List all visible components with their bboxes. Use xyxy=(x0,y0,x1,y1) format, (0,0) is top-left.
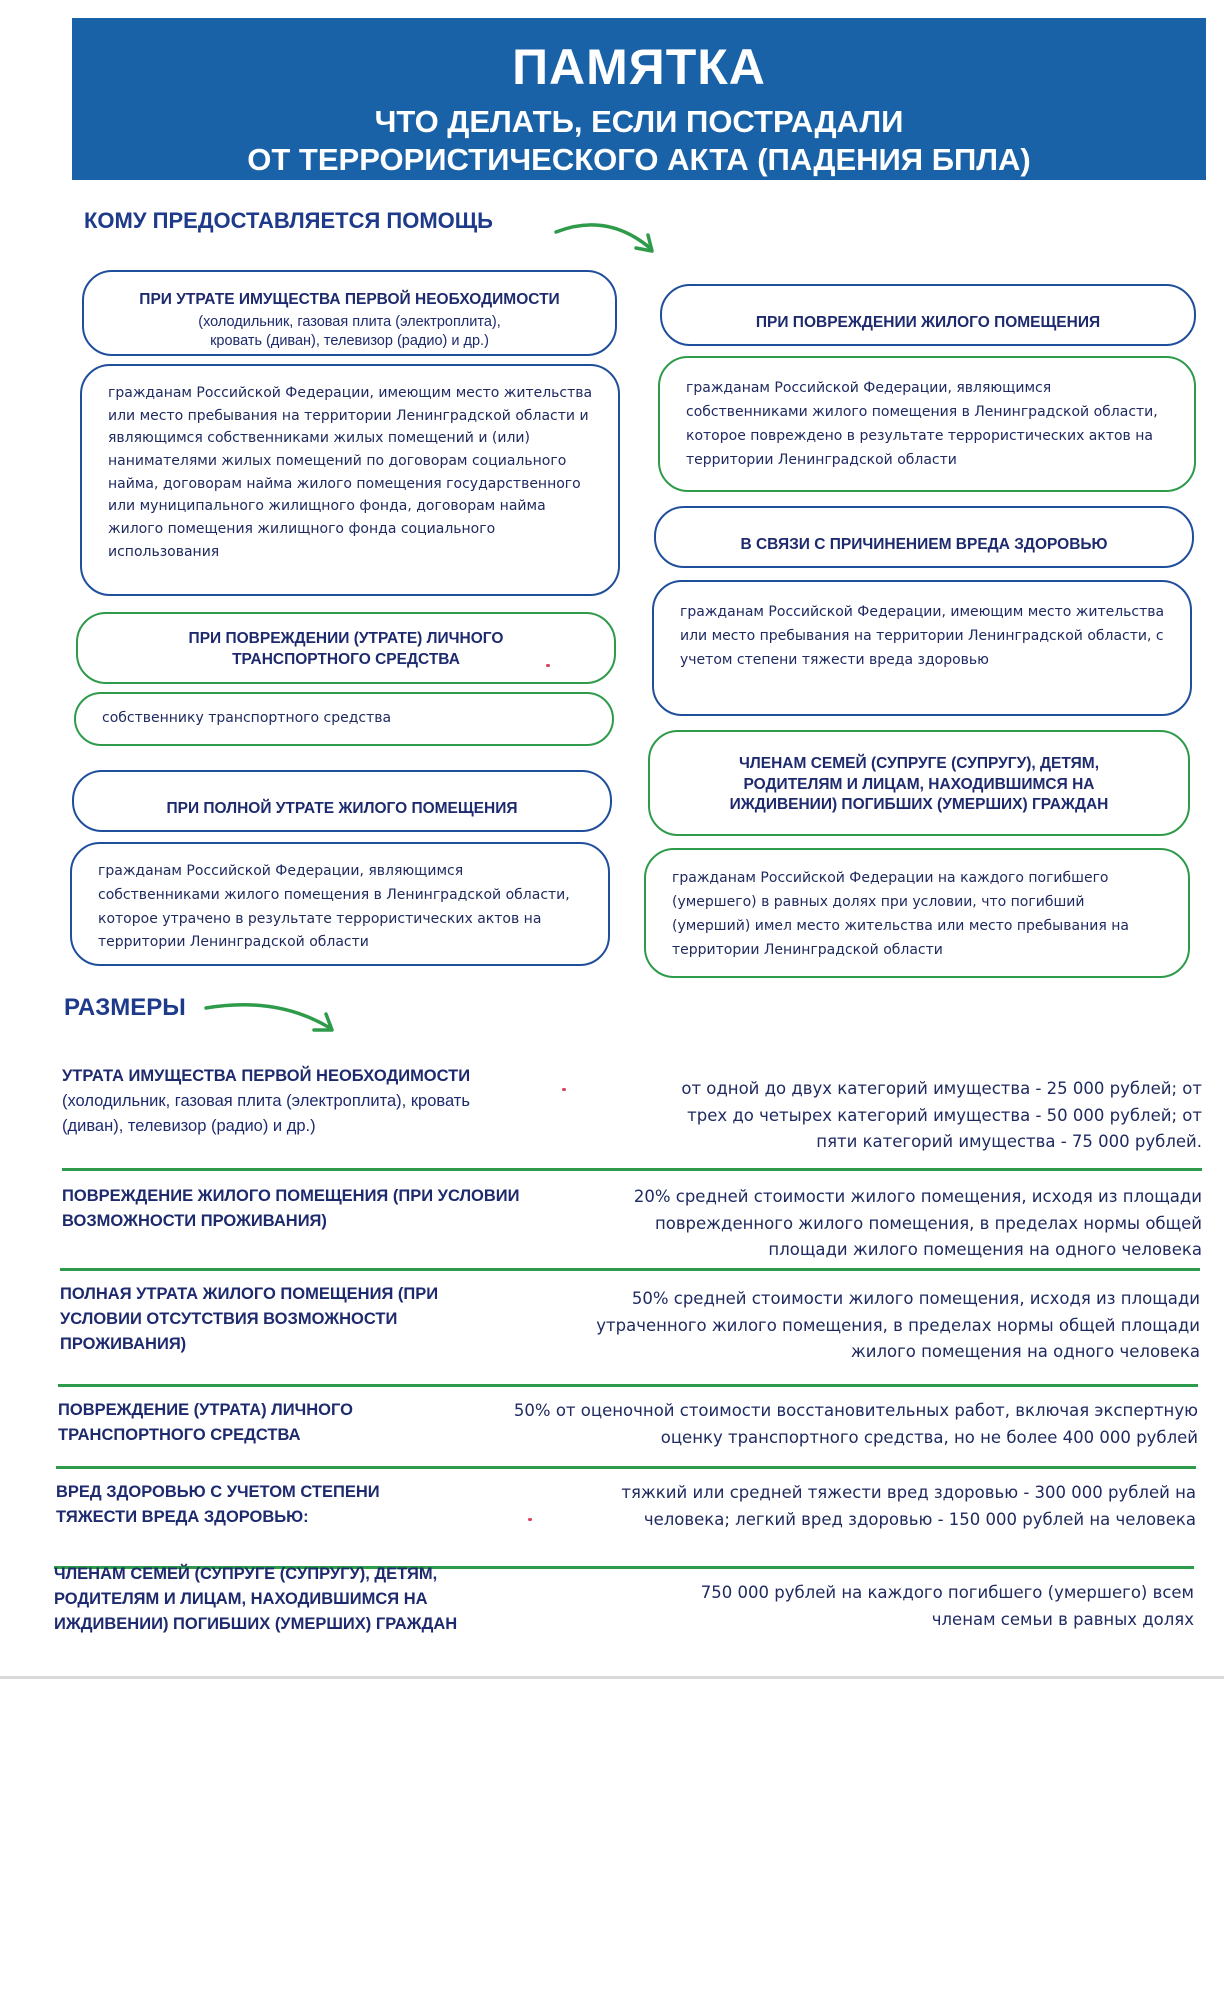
family-recipients xyxy=(644,848,1190,978)
divider xyxy=(60,1268,1200,1271)
scan-speck xyxy=(528,1518,532,1521)
size-value: от одной до двух категорий имущества - 25 000 рублей; от трех до четырех категорий имущества - 50 000 рублей; от пяти категорий имущества - 75 000 рублей. xyxy=(681,1079,1202,1152)
size-row-housing-loss xyxy=(60,1282,1200,1372)
size-label: УТРАТА ИМУЩЕСТВА ПЕРВОЙ НЕОБХОДИМОСТИ xyxy=(62,1067,471,1085)
family-text: гражданам Российской Федерации на каждого погибшего (умершего) в равных долях при условии, что погибший (умерший) имел место жительства или место пребывания на территории Ленинградской области xyxy=(672,870,1129,959)
scan-speck xyxy=(562,1088,566,1091)
scan-speck xyxy=(546,664,550,667)
health-damage-text: гражданам Российской Федерации, имеющим место жительства или место пребывания на территории Ленинградской области, с учетом степени тяжести вреда здоровью xyxy=(680,604,1165,669)
size-label: ПОЛНАЯ УТРАТА ЖИЛОГО ПОМЕЩЕНИЯ (ПРИ УСЛОВИИ ОТСУТСТВИЯ ВОЗМОЖНОСТИ ПРОЖИВАНИЯ) xyxy=(60,1285,439,1353)
vehicle-damage-title: ПРИ ПОВРЕЖДЕНИИ (УТРАТЕ) ЛИЧНОГО ТРАНСПОРТНОГО СРЕДСТВА xyxy=(188,630,504,668)
page-edge xyxy=(0,1676,1224,1679)
header-banner xyxy=(72,18,1206,180)
health-damage-recipients xyxy=(652,580,1192,716)
vehicle-damage-text: собственнику транспортного средства xyxy=(102,710,392,726)
size-label: ЧЛЕНАМ СЕМЕЙ (СУПРУГЕ (СУПРУГУ), ДЕТЯМ, РОДИТЕЛЯМ И ЛИЦАМ, НАХОДИВШИМСЯ НА ИЖДИВЕНИИ) ПОГИБШИХ (УМЕРШИХ) ГРАЖДАН xyxy=(54,1565,458,1633)
who-section-title: КОМУ ПРЕДОСТАВЛЯЕТСЯ ПОМОЩЬ xyxy=(84,208,493,233)
page-title: ПАМЯТКА xyxy=(512,39,766,95)
size-value: 50% от оценочной стоимости восстановительных работ, включая экспертную оценку транспортного средства, но не более 400 000 рублей xyxy=(513,1401,1198,1447)
divider xyxy=(62,1168,1202,1171)
property-loss-recipients xyxy=(80,364,620,596)
size-row-health xyxy=(56,1480,1196,1544)
property-loss-title: ПРИ УТРАТЕ ИМУЩЕСТВА ПЕРВОЙ НЕОБХОДИМОСТИ xyxy=(139,290,560,308)
size-label: ВРЕД ЗДОРОВЬЮ С УЧЕТОМ СТЕПЕНИ ТЯЖЕСТИ ВРЕДА ЗДОРОВЬЮ: xyxy=(56,1483,380,1526)
housing-damage-recipients xyxy=(658,356,1196,492)
size-value: 20% средней стоимости жилого помещения, исходя из площади поврежденного жилого помещения, в пределах нормы общей площади жилого помещения на одного человека xyxy=(633,1187,1202,1260)
size-label-sub: (холодильник, газовая плита (электроплита), кровать (диван), телевизор (радио) и др.) xyxy=(62,1091,470,1135)
size-row-housing-damage xyxy=(62,1184,1202,1262)
property-loss-examples-2: кровать (диван), телевизор (радио) и др.) xyxy=(210,333,489,350)
size-value: 50% средней стоимости жилого помещения, исходя из площади утраченного жилого помещения, в пределах нормы общей площади жилого помещения на одного человека xyxy=(596,1289,1200,1362)
sizes-section-title: РАЗМЕРЫ xyxy=(64,994,186,1021)
housing-damage-text: гражданам Российской Федерации, являющимся собственниками жилого помещения в Ленинградской области, которое повреждено в результате террористических актов на территории Ленинградской области xyxy=(686,380,1158,469)
divider xyxy=(56,1466,1196,1469)
size-row-vehicle xyxy=(58,1398,1198,1462)
housing-loss-heading xyxy=(72,770,612,832)
page-subtitle-line1: ЧТО ДЕЛАТЬ, ЕСЛИ ПОСТРАДАЛИ xyxy=(374,104,904,139)
property-loss-text: гражданам Российской Федерации, имеющим место жительства или место пребывания на территории Ленинградской области и являющимся собственниками жилых помещений и (или) нанимателями жилых помещений по договорам социального найма, договорам найма жилого помещения государственного или муниципального жилищного фонда, договорам найма жилого помещения жилищного фонда социального использования xyxy=(108,385,593,560)
family-heading xyxy=(648,730,1190,836)
arrow-right-icon xyxy=(552,218,662,268)
health-damage-title: В СВЯЗИ С ПРИЧИНЕНИЕМ ВРЕДА ЗДОРОВЬЮ xyxy=(740,535,1108,553)
housing-loss-recipients xyxy=(70,842,610,966)
page-subtitle-line2: ОТ ТЕРРОРИСТИЧЕСКОГО АКТА (ПАДЕНИЯ БПЛА) xyxy=(247,142,1031,177)
size-row-family xyxy=(54,1562,1194,1652)
property-loss-heading xyxy=(82,270,617,356)
housing-loss-title: ПРИ ПОЛНОЙ УТРАТЕ ЖИЛОГО ПОМЕЩЕНИЯ xyxy=(166,799,518,817)
arrow-right-icon xyxy=(202,998,342,1042)
size-value: 750 000 рублей на каждого погибшего (умершего) всем членам семьи в равных долях xyxy=(700,1583,1194,1629)
health-damage-heading xyxy=(654,506,1194,568)
property-loss-examples-1: (холодильник, газовая плита (электроплита), xyxy=(198,313,501,330)
size-row-property xyxy=(62,1064,1202,1160)
housing-loss-text: гражданам Российской Федерации, являющимся собственниками жилого помещения в Ленинградской области, которое утрачено в результате террористических актов на территории Ленинградской области xyxy=(98,863,570,951)
size-value: тяжкий или средней тяжести вред здоровью - 300 000 рублей на человека; легкий вред здоровью - 150 000 рублей на человека xyxy=(621,1483,1196,1529)
family-title: ЧЛЕНАМ СЕМЕЙ (СУПРУГЕ (СУПРУГУ), ДЕТЯМ, РОДИТЕЛЯМ И ЛИЦАМ, НАХОДИВШИМСЯ НА ИЖДИВЕНИИ) ПОГИБШИХ (УМЕРШИХ) ГРАЖДАН xyxy=(729,754,1109,814)
document-sheet xyxy=(32,0,1210,1676)
vehicle-damage-heading xyxy=(76,612,616,684)
size-label: ПОВРЕЖДЕНИЕ ЖИЛОГО ПОМЕЩЕНИЯ (ПРИ УСЛОВИИ ВОЗМОЖНОСТИ ПРОЖИВАНИЯ) xyxy=(62,1187,520,1230)
divider xyxy=(58,1384,1198,1387)
housing-damage-title: ПРИ ПОВРЕЖДЕНИИ ЖИЛОГО ПОМЕЩЕНИЯ xyxy=(755,313,1101,331)
vehicle-damage-recipients xyxy=(74,692,614,746)
size-label: ПОВРЕЖДЕНИЕ (УТРАТА) ЛИЧНОГО ТРАНСПОРТНОГО СРЕДСТВА xyxy=(58,1401,353,1444)
housing-damage-heading xyxy=(660,284,1196,346)
